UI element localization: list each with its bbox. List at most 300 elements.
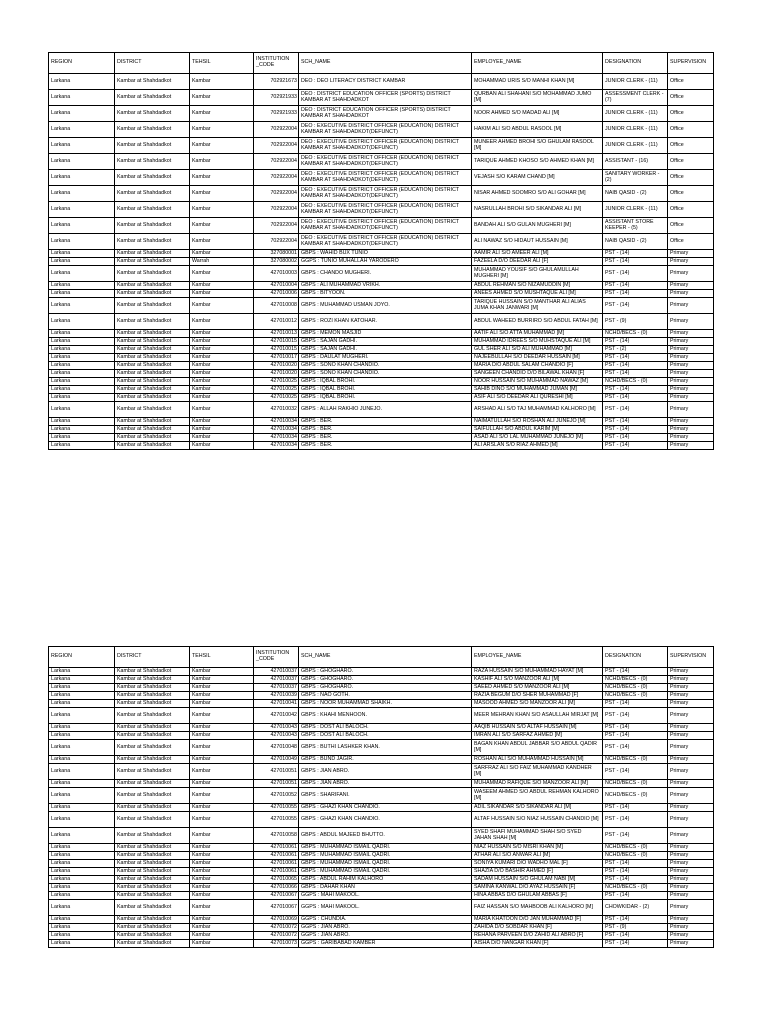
table-row: [49, 314, 714, 330]
cell-tehsil: Kambar: [190, 676, 254, 684]
cell-designation: PST - (14): [603, 708, 668, 724]
cell-region: Larkana: [49, 394, 115, 402]
table-row: [49, 740, 714, 756]
cell-region: Larkana: [49, 386, 115, 394]
header-region: REGION: [49, 53, 115, 74]
cell-institution-code: 427010055: [254, 804, 299, 812]
cell-institution-code: 427010008: [254, 298, 299, 314]
cell-employee-name: KASHIF ALI S/O MANZOOR ALI [M]: [472, 676, 603, 684]
cell-designation: PST - (14): [603, 860, 668, 868]
cell-designation: PST - (14): [603, 868, 668, 876]
cell-designation: PST - (14): [603, 442, 668, 450]
cell-supervision: Primary: [668, 828, 714, 844]
cell-supervision: Primary: [668, 418, 714, 426]
cell-employee-name: MOHAMMAD URIS S/O MANHI KHAN [M]: [472, 74, 603, 90]
cell-sch-name: GBPS : GHOGHARO.: [299, 676, 472, 684]
cell-supervision: Primary: [668, 756, 714, 764]
cell-institution-code: 427010004: [254, 282, 299, 290]
cell-institution-code: 427010020: [254, 362, 299, 370]
cell-designation: PST - (14): [603, 434, 668, 442]
cell-employee-name: SYED SHAFI MUHAMMAD SHAH S/O SYED JAHAN SHAH [M]: [472, 828, 603, 844]
cell-designation: PST - (14): [603, 426, 668, 434]
cell-district: Kambar at Shahdadkot: [115, 868, 190, 876]
cell-employee-name: SONIYA KUMARI D/O WADHO MAL [F]: [472, 860, 603, 868]
cell-district: Kambar at Shahdadkot: [115, 924, 190, 932]
cell-institution-code: 427010012: [254, 314, 299, 330]
cell-tehsil: Kambar: [190, 290, 254, 298]
cell-region: Larkana: [49, 362, 115, 370]
cell-region: Larkana: [49, 940, 115, 948]
table-row: [49, 860, 714, 868]
table-row: [49, 852, 714, 860]
cell-district: Kambar at Shahdadkot: [115, 764, 190, 780]
cell-sch-name: GBPS : JIAN ABRO.: [299, 780, 472, 788]
cell-designation: PST - (14): [603, 892, 668, 900]
cell-tehsil: Kambar: [190, 434, 254, 442]
cell-supervision: Primary: [668, 940, 714, 948]
cell-sch-name: GGPS : JIAN ABRO.: [299, 924, 472, 932]
cell-institution-code: 427010061: [254, 868, 299, 876]
table-row: [49, 724, 714, 732]
cell-tehsil: Kambar: [190, 692, 254, 700]
cell-employee-name: VEJASH S/O KARAM CHAND [M]: [472, 170, 603, 186]
cell-region: Larkana: [49, 170, 115, 186]
cell-tehsil: Kambar: [190, 106, 254, 122]
cell-designation: NCHD/BECS - (0): [603, 756, 668, 764]
cell-tehsil: Kambar: [190, 418, 254, 426]
cell-district: Kambar at Shahdadkot: [115, 780, 190, 788]
cell-sch-name: GBPS : MUHAMMAD ISMAIL QADRI.: [299, 844, 472, 852]
cell-supervision: Primary: [668, 884, 714, 892]
cell-supervision: Primary: [668, 844, 714, 852]
cell-tehsil: Kambar: [190, 138, 254, 154]
cell-supervision: Primary: [668, 860, 714, 868]
cell-sch-name: GGPS : CHUNDIA.: [299, 916, 472, 924]
cell-district: Kambar at Shahdadkot: [115, 218, 190, 234]
table-row: [49, 338, 714, 346]
cell-sch-name: GBPS : SAJAN GADHI.: [299, 338, 472, 346]
table-row: [49, 418, 714, 426]
cell-district: Kambar at Shahdadkot: [115, 844, 190, 852]
cell-institution-code: 427010034: [254, 426, 299, 434]
table-row: [49, 122, 714, 138]
cell-sch-name: GBPS : BER.: [299, 442, 472, 450]
cell-tehsil: Kambar: [190, 732, 254, 740]
cell-region: Larkana: [49, 876, 115, 884]
cell-sch-name: DEO : EXECUTIVE DISTRICT OFFICER (EDUCATION) DISTRICT KAMBAR AT SHAHDADKOT(DEFUNCT): [299, 154, 472, 170]
cell-institution-code: 702922004: [254, 218, 299, 234]
cell-supervision: Primary: [668, 788, 714, 804]
cell-district: Kambar at Shahdadkot: [115, 298, 190, 314]
cell-designation: PST - (14): [603, 700, 668, 708]
cell-institution-code: 327080002: [254, 258, 299, 266]
cell-designation: PST - (14): [603, 724, 668, 732]
cell-institution-code: 427010020: [254, 370, 299, 378]
cell-supervision: Primary: [668, 676, 714, 684]
cell-sch-name: DEO : EXECUTIVE DISTRICT OFFICER (EDUCATION) DISTRICT KAMBAR AT SHAHDADKOT(DEFUNCT): [299, 186, 472, 202]
cell-designation: JUNIOR CLERK - (11): [603, 122, 668, 138]
cell-sch-name: GBPS : ABDUL MAJEED BHUTTO.: [299, 828, 472, 844]
table-row: [49, 700, 714, 708]
cell-supervision: Primary: [668, 442, 714, 450]
cell-employee-name: SAIFULLAH S/O ABDUL KARIM [M]: [472, 426, 603, 434]
cell-district: Kambar at Shahdadkot: [115, 170, 190, 186]
cell-institution-code: 427010025: [254, 394, 299, 402]
cell-tehsil: Kambar: [190, 708, 254, 724]
cell-region: Larkana: [49, 402, 115, 418]
cell-region: Larkana: [49, 892, 115, 900]
cell-region: Larkana: [49, 346, 115, 354]
cell-supervision: Primary: [668, 764, 714, 780]
cell-employee-name: BAGAN KHAN ABDUL JABBAR S/O ABDUL QADIR [M]: [472, 740, 603, 756]
cell-region: Larkana: [49, 668, 115, 676]
cell-employee-name: HAKIM ALI S/O ABDUL RASOOL [M]: [472, 122, 603, 138]
cell-employee-name: RAZA HUSSAIN S/O MUHAMMAD HAYAT [M]: [472, 668, 603, 676]
cell-sch-name: GBPS : JIAN ABRO.: [299, 764, 472, 780]
cell-designation: PST - (14): [603, 740, 668, 756]
cell-sch-name: DEO : EXECUTIVE DISTRICT OFFICER (EDUCATION) DISTRICT KAMBAR AT SHAHDADKOT(DEFUNCT): [299, 122, 472, 138]
cell-employee-name: IMRAN ALI S/O SARFAZ AHMED [M]: [472, 732, 603, 740]
cell-employee-name: ZAHIDA D/O SOBDAR KHAN [F]: [472, 924, 603, 932]
cell-designation: ASSESSMENT CLERK - (7): [603, 90, 668, 106]
cell-region: Larkana: [49, 916, 115, 924]
cell-tehsil: Kambar: [190, 370, 254, 378]
cell-designation: PST - (14): [603, 940, 668, 948]
cell-district: Kambar at Shahdadkot: [115, 402, 190, 418]
cell-employee-name: MUHAMMAD IDREES S/O MUHSTAQUE ALI [M]: [472, 338, 603, 346]
header-district: DISTRICT: [115, 53, 190, 74]
cell-region: Larkana: [49, 676, 115, 684]
cell-designation: PST - (14): [603, 916, 668, 924]
cell-employee-name: NAIMATULLAH S/O ROSHAN ALI JUNEJO [M]: [472, 418, 603, 426]
cell-region: Larkana: [49, 692, 115, 700]
cell-institution-code: 702922004: [254, 186, 299, 202]
cell-institution-code: 427010042: [254, 708, 299, 724]
cell-designation: PST - (14): [603, 370, 668, 378]
cell-institution-code: 427010067: [254, 900, 299, 916]
cell-sch-name: GBPS : ROZI KHAN KATOHAR.: [299, 314, 472, 330]
cell-tehsil: Kambar: [190, 876, 254, 884]
cell-tehsil: Kambar: [190, 868, 254, 876]
cell-sch-name: GBPS : BITYOON.: [299, 290, 472, 298]
cell-designation: NCHD/BECS - (0): [603, 378, 668, 386]
cell-designation: CHOWKIDAR - (2): [603, 900, 668, 916]
cell-district: Kambar at Shahdadkot: [115, 266, 190, 282]
header-row: [49, 53, 714, 74]
cell-region: Larkana: [49, 684, 115, 692]
table-row: [49, 804, 714, 812]
cell-sch-name: GBPS : SONO KHAN CHANDIO.: [299, 362, 472, 370]
cell-tehsil: Kambar: [190, 844, 254, 852]
cell-district: Kambar at Shahdadkot: [115, 812, 190, 828]
cell-employee-name: ROSHAN ALI S/O MUHAMMAD HUSSAIN [M]: [472, 756, 603, 764]
cell-institution-code: 702921933: [254, 106, 299, 122]
cell-designation: ASSISTANT - (16): [603, 154, 668, 170]
cell-region: Larkana: [49, 186, 115, 202]
cell-supervision: Primary: [668, 668, 714, 676]
table-row: [49, 812, 714, 828]
cell-district: Kambar at Shahdadkot: [115, 346, 190, 354]
cell-sch-name: GBPS : ABDUL RAHIM KALHORO: [299, 876, 472, 884]
cell-region: Larkana: [49, 426, 115, 434]
header-supervision: SUPERVISION: [668, 647, 714, 668]
cell-sch-name: DEO : DISTRICT EDUCATION OFFICER (SPORTS) DISTRICT KAMBAR AT SHAHDADKOT: [299, 90, 472, 106]
cell-employee-name: NAJEEBULLAH S/O DEEDAR HUSSAIN [M]: [472, 354, 603, 362]
cell-tehsil: Warrah: [190, 258, 254, 266]
cell-sch-name: GBPS : DAHAR KHAN: [299, 884, 472, 892]
cell-institution-code: 427010051: [254, 780, 299, 788]
cell-region: Larkana: [49, 812, 115, 828]
cell-district: Kambar at Shahdadkot: [115, 378, 190, 386]
cell-sch-name: GBPS : ALI MUHAMMAD VRIKH.: [299, 282, 472, 290]
cell-institution-code: 427010066: [254, 884, 299, 892]
cell-supervision: Primary: [668, 386, 714, 394]
table-row: [49, 298, 714, 314]
cell-region: Larkana: [49, 258, 115, 266]
cell-supervision: Primary: [668, 804, 714, 812]
cell-supervision: Primary: [668, 916, 714, 924]
cell-district: Kambar at Shahdadkot: [115, 154, 190, 170]
cell-tehsil: Kambar: [190, 338, 254, 346]
table-row: [49, 258, 714, 266]
cell-supervision: Office: [668, 154, 714, 170]
cell-region: Larkana: [49, 804, 115, 812]
cell-designation: PST - (2): [603, 346, 668, 354]
cell-sch-name: GBPS : DOST ALI BALOCH.: [299, 732, 472, 740]
cell-tehsil: Kambar: [190, 442, 254, 450]
cell-designation: PST - (14): [603, 804, 668, 812]
cell-sch-name: GBPS : GHAZI KHAN CHANDIO.: [299, 804, 472, 812]
cell-sch-name: GBPS : KHAHI MENHOON.: [299, 708, 472, 724]
cell-region: Larkana: [49, 106, 115, 122]
table-row: [49, 354, 714, 362]
table-row: [49, 370, 714, 378]
cell-region: Larkana: [49, 218, 115, 234]
cell-employee-name: ABDUL WAHEED BURRIRO S/O ABDUL FATAH [M]: [472, 314, 603, 330]
cell-district: Kambar at Shahdadkot: [115, 804, 190, 812]
cell-region: Larkana: [49, 266, 115, 282]
cell-employee-name: ASAD ALI S/O LAL MUHAMMAD JUNEJO [M]: [472, 434, 603, 442]
cell-institution-code: 702922004: [254, 122, 299, 138]
cell-tehsil: Kambar: [190, 154, 254, 170]
table-row: [49, 362, 714, 370]
cell-designation: PST - (14): [603, 338, 668, 346]
cell-district: Kambar at Shahdadkot: [115, 186, 190, 202]
cell-region: Larkana: [49, 234, 115, 250]
cell-supervision: Office: [668, 122, 714, 138]
cell-region: Larkana: [49, 764, 115, 780]
cell-sch-name: GGPS : GARIBABAD KAMBER: [299, 940, 472, 948]
cell-institution-code: 427010025: [254, 378, 299, 386]
cell-district: Kambar at Shahdadkot: [115, 876, 190, 884]
cell-institution-code: 427010013: [254, 330, 299, 338]
cell-district: Kambar at Shahdadkot: [115, 354, 190, 362]
cell-institution-code: 427010061: [254, 852, 299, 860]
table-row: [49, 684, 714, 692]
cell-sch-name: DEO : DEO LITERACY DISTRICT KAMBAR: [299, 74, 472, 90]
cell-sch-name: GGPS : MAHI MAKOOL.: [299, 900, 472, 916]
table-row: [49, 202, 714, 218]
cell-employee-name: BANDAH ALI S/O GULAN MUGHERI [M]: [472, 218, 603, 234]
cell-district: Kambar at Shahdadkot: [115, 884, 190, 892]
cell-tehsil: Kambar: [190, 378, 254, 386]
header-row: [49, 647, 714, 668]
table-row: [49, 892, 714, 900]
cell-institution-code: 427010058: [254, 828, 299, 844]
cell-region: Larkana: [49, 338, 115, 346]
cell-supervision: Primary: [668, 426, 714, 434]
cell-institution-code: 427010061: [254, 860, 299, 868]
cell-employee-name: ARSHAD ALI S/O TAJ MUHAMMAD KALHORO [M]: [472, 402, 603, 418]
table-row: [49, 868, 714, 876]
table-row: [49, 844, 714, 852]
cell-institution-code: 427010039: [254, 692, 299, 700]
table-row: [49, 170, 714, 186]
table-row: [49, 876, 714, 884]
cell-employee-name: NOOR AHMED S/O MADAD ALI [M]: [472, 106, 603, 122]
cell-sch-name: GGPS : TUNIO MUHALLAH YARODERO: [299, 258, 472, 266]
cell-designation: PST - (14): [603, 362, 668, 370]
cell-supervision: Primary: [668, 724, 714, 732]
cell-district: Kambar at Shahdadkot: [115, 122, 190, 138]
cell-designation: NCHD/BECS - (0): [603, 780, 668, 788]
cell-institution-code: 427010034: [254, 442, 299, 450]
cell-institution-code: 427010015: [254, 338, 299, 346]
table-row: [49, 234, 714, 250]
cell-designation: NAIB QASID - (2): [603, 186, 668, 202]
table-row: [49, 442, 714, 450]
cell-sch-name: DEO : DISTRICT EDUCATION OFFICER (SPORTS) DISTRICT KAMBAR AT SHAHDADKOT: [299, 106, 472, 122]
table-row: [49, 732, 714, 740]
header-region: REGION: [49, 647, 115, 668]
cell-sch-name: GBPS : GHOGHARO.: [299, 668, 472, 676]
table-row: [49, 330, 714, 338]
cell-supervision: Office: [668, 186, 714, 202]
table-row: [49, 916, 714, 924]
table-row: [49, 924, 714, 932]
cell-employee-name: AISHA D/O NANGAR KHAN [F]: [472, 940, 603, 948]
cell-region: Larkana: [49, 860, 115, 868]
cell-region: Larkana: [49, 924, 115, 932]
cell-supervision: Primary: [668, 780, 714, 788]
table-row: [49, 290, 714, 298]
cell-institution-code: 427010037: [254, 676, 299, 684]
cell-sch-name: GBPS : MEMON MASJID: [299, 330, 472, 338]
cell-employee-name: NIAZ HUSSAIN S/O MISRI KHAN [M]: [472, 844, 603, 852]
cell-institution-code: 427010034: [254, 418, 299, 426]
cell-district: Kambar at Shahdadkot: [115, 282, 190, 290]
cell-sch-name: GBPS : MUHAMMAD ISMAIL QADRI.: [299, 852, 472, 860]
cell-sch-name: GBPS : GHAZI KHAN CHANDIO.: [299, 812, 472, 828]
cell-supervision: Primary: [668, 692, 714, 700]
cell-supervision: Primary: [668, 346, 714, 354]
cell-designation: PST - (14): [603, 732, 668, 740]
cell-employee-name: ATHAR ALI S/O ANWAR ALI [M]: [472, 852, 603, 860]
cell-region: Larkana: [49, 370, 115, 378]
table-row: [49, 764, 714, 780]
cell-institution-code: 702921673: [254, 74, 299, 90]
cell-institution-code: 427010052: [254, 788, 299, 804]
cell-supervision: Office: [668, 74, 714, 90]
cell-employee-name: SHAZIA D/O BASHIR AHMED [F]: [472, 868, 603, 876]
cell-supervision: Office: [668, 218, 714, 234]
cell-district: Kambar at Shahdadkot: [115, 314, 190, 330]
cell-region: Larkana: [49, 378, 115, 386]
cell-institution-code: 427010051: [254, 764, 299, 780]
cell-institution-code: 427010069: [254, 916, 299, 924]
cell-sch-name: GBPS : BER.: [299, 418, 472, 426]
table-row: [49, 282, 714, 290]
cell-designation: PST - (9): [603, 924, 668, 932]
cell-designation: NCHD/BECS - (0): [603, 844, 668, 852]
cell-district: Kambar at Shahdadkot: [115, 442, 190, 450]
cell-sch-name: GBPS : BUND JAGIR.: [299, 756, 472, 764]
cell-tehsil: Kambar: [190, 394, 254, 402]
cell-supervision: Primary: [668, 402, 714, 418]
cell-employee-name: MARIA KHATOON D/O JAN MUHAMMAD [F]: [472, 916, 603, 924]
cell-tehsil: Kambar: [190, 90, 254, 106]
table-row: [49, 780, 714, 788]
cell-designation: PST - (14): [603, 282, 668, 290]
cell-supervision: Primary: [668, 700, 714, 708]
cell-tehsil: Kambar: [190, 916, 254, 924]
cell-tehsil: Kambar: [190, 202, 254, 218]
table-row: [49, 402, 714, 418]
cell-sch-name: GBPS : IQBAL BROHI.: [299, 386, 472, 394]
cell-region: Larkana: [49, 740, 115, 756]
cell-sch-name: DEO : EXECUTIVE DISTRICT OFFICER (EDUCATION) DISTRICT KAMBAR AT SHAHDADKOT(DEFUNCT): [299, 138, 472, 154]
cell-employee-name: MUNEER AHMED BROHI S/O GHULAM RASOOL [M]: [472, 138, 603, 154]
cell-employee-name: SAEED AHMED S/O MANZOOR ALI [M]: [472, 684, 603, 692]
cell-designation: NCHD/BECS - (0): [603, 788, 668, 804]
cell-employee-name: MUHAMMAD YOUSIF S/O GHULAMULLAH MUGHERI [M]: [472, 266, 603, 282]
cell-tehsil: Kambar: [190, 756, 254, 764]
cell-employee-name: AAMIR ALI S/O AMEER ALI [M]: [472, 250, 603, 258]
cell-employee-name: ASIF ALI S/O DEEDAR ALI QURESHI [M]: [472, 394, 603, 402]
cell-supervision: Primary: [668, 266, 714, 282]
cell-supervision: Primary: [668, 434, 714, 442]
cell-supervision: Primary: [668, 282, 714, 290]
header-employee-name: EMPLOYEE_NAME: [472, 647, 603, 668]
cell-district: Kambar at Shahdadkot: [115, 258, 190, 266]
table-row: [49, 434, 714, 442]
cell-sch-name: GBPS : DAULAT MUGHERI.: [299, 354, 472, 362]
cell-supervision: Office: [668, 90, 714, 106]
cell-supervision: Office: [668, 170, 714, 186]
cell-employee-name: SARFRAZ ALI S/O FAIZ MUHAMMAD KANDHER [M]: [472, 764, 603, 780]
cell-designation: PST - (14): [603, 258, 668, 266]
cell-designation: PST - (14): [603, 290, 668, 298]
cell-tehsil: Kambar: [190, 386, 254, 394]
cell-employee-name: WASEEM AHMED S/O ABDUL REHMAN KALHORO [M]: [472, 788, 603, 804]
cell-employee-name: ALI NAWAZ S/O HIDAUT HUSSAIN [M]: [472, 234, 603, 250]
cell-district: Kambar at Shahdadkot: [115, 290, 190, 298]
header-district: DISTRICT: [115, 647, 190, 668]
cell-designation: PST - (14): [603, 812, 668, 828]
cell-institution-code: 427010072: [254, 932, 299, 940]
cell-district: Kambar at Shahdadkot: [115, 330, 190, 338]
cell-employee-name: QURBAN ALI SHAHANI S/O MOHAMMAD JUMO [M]: [472, 90, 603, 106]
cell-designation: PST - (14): [603, 876, 668, 884]
cell-institution-code: 702922004: [254, 138, 299, 154]
cell-region: Larkana: [49, 154, 115, 170]
cell-institution-code: 427010067: [254, 892, 299, 900]
cell-region: Larkana: [49, 354, 115, 362]
cell-supervision: Primary: [668, 290, 714, 298]
cell-institution-code: 327080001: [254, 250, 299, 258]
cell-tehsil: Kambar: [190, 170, 254, 186]
table-row: [49, 940, 714, 948]
